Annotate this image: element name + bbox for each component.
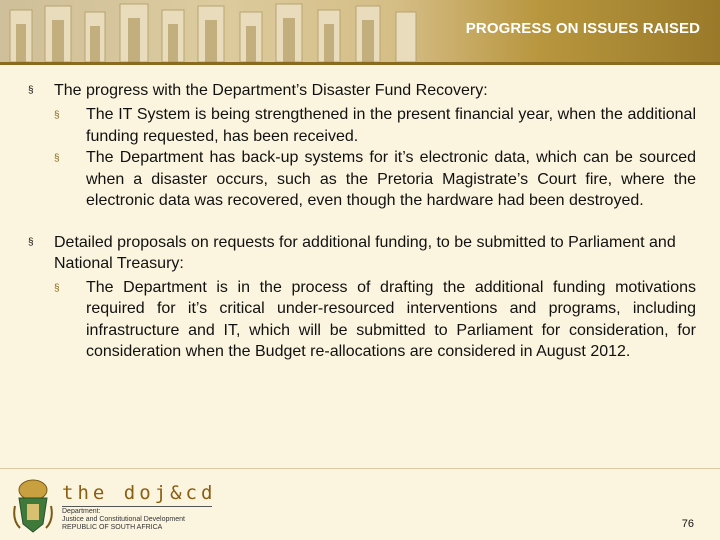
brand-rule	[62, 506, 212, 507]
header-divider	[0, 62, 720, 65]
section-2-heading: Detailed proposals on requests for additional funding, to be submitted to Parliament and National Treasury	[54, 233, 676, 272]
building-arches-image	[0, 0, 520, 62]
footer-divider	[0, 468, 720, 469]
section-1-item-2	[54, 147, 696, 212]
department-line-1: Department:	[62, 508, 101, 515]
sub-bullet-marker: §	[54, 282, 60, 294]
header-banner	[0, 0, 720, 62]
slide-content	[28, 80, 696, 363]
bullet-marker: §	[28, 85, 34, 96]
sub-bullet-marker: §	[54, 110, 60, 121]
coat-of-arms-logo	[10, 476, 56, 536]
section-2-heading-suffix: :	[179, 254, 184, 272]
section-2-item-1-text: The Department is in the process of drafting the additional funding motivations required for it’s critical under-resourced interventions and programs, including infrastructure and IT, which will be submitted to Parliament for consideration, for consideration when the Budget re-allocations are considered in August 2012.	[86, 278, 696, 360]
section-1-item-1-text: The IT System is being strengthened in the present financial year, when the additional funding requested, has been received.	[86, 106, 696, 145]
department-line-2: Justice and Constitutional Development	[62, 516, 185, 523]
department-line-3: REPUBLIC OF SOUTH AFRICA	[62, 524, 163, 531]
section-2-item-1	[54, 277, 696, 363]
department-name	[62, 508, 185, 532]
page-number: 76	[681, 518, 694, 530]
brand-wordmark: the doj&cd	[62, 482, 217, 504]
section-1-item-2-text: The Department has back-up systems for it’s electronic data, which can be sourced when a disaster occurs, such as the Pretoria Magistrate’s Court fire, where the electronic data was recovered, even though the hardware had been destroyed.	[86, 149, 696, 209]
section-2	[28, 232, 696, 363]
sub-bullet-marker: §	[54, 153, 60, 164]
section-1	[28, 80, 696, 212]
slide-title: PROGRESS ON ISSUES RAISED	[465, 20, 700, 37]
section-1-heading: The progress with the Department’s Disaster Fund Recovery	[54, 82, 484, 99]
section-1-item-1	[54, 104, 696, 147]
section-1-heading-suffix: :	[483, 82, 488, 99]
bullet-marker: §	[28, 236, 34, 248]
